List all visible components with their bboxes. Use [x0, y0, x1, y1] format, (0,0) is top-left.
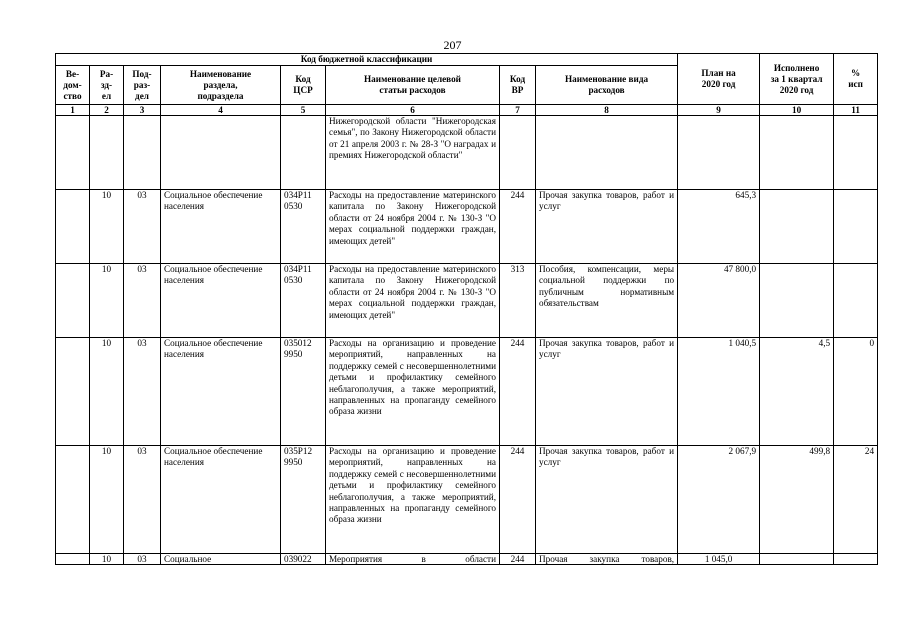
cell-kod-vr: 244 [500, 190, 536, 264]
cell-ispolneno: 4,5 [760, 338, 834, 446]
col-header-naim-vida: Наименование вида расходов [536, 66, 678, 105]
cell-podrazdel: 03 [124, 554, 161, 565]
col-number: 10 [760, 105, 834, 116]
cell-pct [834, 190, 878, 264]
cell-celevaya-statya: Расходы на организацию и проведение мероприятий, направленных на поддержку семей с несовершеннолетними детьми и профилактику семейного неблагополучия, а также мероприятий, направленных на пропаганду семейного образа жизни [326, 446, 500, 554]
cell-kod-csr [281, 116, 326, 190]
col-number: 2 [90, 105, 124, 116]
cell-razdel: 10 [90, 554, 124, 565]
cell-vid-rashodov [536, 116, 678, 190]
col-header-vedomstvo: Ве- дом- ство [56, 66, 90, 105]
cell-plan: 1 045,0 [678, 554, 760, 565]
cell-vedomstvo [56, 446, 90, 554]
cell-podrazdel [124, 116, 161, 190]
cell-naim-razdela: Социальное обеспечение населения [161, 338, 281, 446]
col-header-plan [678, 54, 760, 105]
table-row [56, 446, 878, 554]
col-number: 11 [834, 105, 878, 116]
cell-ispolneno [760, 554, 834, 565]
cell-vid-rashodov: Прочая закупка товаров, работ и услуг [536, 446, 678, 554]
cell-plan: 47 800,0 [678, 264, 760, 338]
cell-celevaya-statya: Нижегородской области "Нижегородская семья", по Закону Нижегородской области от 21 апреля 2003 г. № 28-З "О наградах и премиях Нижегородской области" [326, 116, 500, 190]
cell-celevaya-statya: Расходы на предоставление материнского капитала по Закону Нижегородской области от 24 ноября 2004 г. № 130-З "О мерах социальной поддержки граждан, имеющих детей" [326, 190, 500, 264]
col-number: 7 [500, 105, 536, 116]
col-number: 3 [124, 105, 161, 116]
cell-pct [834, 264, 878, 338]
cell-kod-vr: 244 [500, 446, 536, 554]
cell-kod-csr: 034P11 0530 [281, 264, 326, 338]
col-header-podrazdel: Под- раз- дел [124, 66, 161, 105]
cell-naim-razdela: Социальное обеспечение населения [161, 264, 281, 338]
cell-ispolneno [760, 116, 834, 190]
col-header-naim-celevoy: Наименование целевой статьи расходов [326, 66, 500, 105]
cell-ispolneno [760, 190, 834, 264]
budget-table [55, 53, 878, 565]
col-header-kod-vr: Код ВР [500, 66, 536, 105]
cell-vedomstvo [56, 554, 90, 565]
table-row [56, 190, 878, 264]
cell-kod-vr: 313 [500, 264, 536, 338]
cell-razdel: 10 [90, 338, 124, 446]
cell-podrazdel: 03 [124, 446, 161, 554]
cell-razdel: 10 [90, 264, 124, 338]
cell-pct [834, 116, 878, 190]
cell-vedomstvo [56, 264, 90, 338]
cell-podrazdel: 03 [124, 190, 161, 264]
table-row [56, 338, 878, 446]
cell-naim-razdela: Социальное обеспечение населения [161, 190, 281, 264]
col-header-plan-text: План на 2020 год [701, 68, 736, 89]
table-row [56, 116, 878, 190]
cell-kod-csr: 034P11 0530 [281, 190, 326, 264]
table-column-number-row [56, 105, 878, 116]
col-header-pct [834, 54, 878, 105]
cell-razdel: 10 [90, 446, 124, 554]
cell-naim-razdela [161, 116, 281, 190]
cell-kod-csr: 039022 [281, 554, 326, 565]
col-header-ispolneno-text: Исполнено за 1 квартал 2020 год [770, 62, 823, 95]
cell-ispolneno [760, 264, 834, 338]
col-header-naim-razdela: Наименование раздела, подраздела [161, 66, 281, 105]
col-number: 9 [678, 105, 760, 116]
cell-vedomstvo [56, 116, 90, 190]
cell-vid-rashodov: Прочая закупка товаров, [536, 554, 678, 565]
col-header-kod-csr: Код ЦСР [281, 66, 326, 105]
cell-vid-rashodov: Прочая закупка товаров, работ и услуг [536, 338, 678, 446]
col-header-pct-text: % исп [848, 68, 863, 89]
cell-podrazdel: 03 [124, 264, 161, 338]
cell-razdel [90, 116, 124, 190]
cell-pct: 0 [834, 338, 878, 446]
cell-kod-vr: 244 [500, 554, 536, 565]
group-header-budget-code: Код бюджетной классификации [56, 54, 678, 66]
page-number: 207 [443, 38, 462, 52]
col-number: 8 [536, 105, 678, 116]
table-group-header-row [56, 54, 878, 66]
cell-pct [834, 554, 878, 565]
cell-vedomstvo [56, 338, 90, 446]
cell-kod-csr: 035012 9950 [281, 338, 326, 446]
cell-kod-vr [500, 116, 536, 190]
cell-podrazdel: 03 [124, 338, 161, 446]
col-number: 4 [161, 105, 281, 116]
col-header-razdel: Ра- зд- ел [90, 66, 124, 105]
cell-vid-rashodov: Пособия, компенсации, меры социальной поддержки по публичным нормативным обязательствам [536, 264, 678, 338]
table-row [56, 554, 878, 565]
cell-kod-csr: 035P12 9950 [281, 446, 326, 554]
cell-vid-rashodov: Прочая закупка товаров, работ и услуг [536, 190, 678, 264]
col-number: 5 [281, 105, 326, 116]
cell-kod-vr: 244 [500, 338, 536, 446]
cell-plan [678, 116, 760, 190]
cell-celevaya-statya: Расходы на организацию и проведение мероприятий, направленных на поддержку семей с несовершеннолетними детьми и профилактику семейного неблагополучия, а также мероприятий, направленных на пропаганду семейного образа жизни [326, 338, 500, 446]
cell-plan: 2 067,9 [678, 446, 760, 554]
cell-naim-razdela: Социальное [161, 554, 281, 565]
cell-ispolneno: 499,8 [760, 446, 834, 554]
cell-plan: 1 040,5 [678, 338, 760, 446]
cell-celevaya-statya: Мероприятия в области [326, 554, 500, 565]
table-row [56, 264, 878, 338]
col-header-ispolneno [760, 54, 834, 105]
cell-plan: 645,3 [678, 190, 760, 264]
cell-celevaya-statya: Расходы на предоставление материнского капитала по Закону Нижегородской области от 24 ноября 2004 г. № 130-З "О мерах социальной поддержки граждан, имеющих детей" [326, 264, 500, 338]
cell-pct: 24 [834, 446, 878, 554]
cell-naim-razdela: Социальное обеспечение населения [161, 446, 281, 554]
col-number: 6 [326, 105, 500, 116]
cell-vedomstvo [56, 190, 90, 264]
col-number: 1 [56, 105, 90, 116]
cell-razdel: 10 [90, 190, 124, 264]
